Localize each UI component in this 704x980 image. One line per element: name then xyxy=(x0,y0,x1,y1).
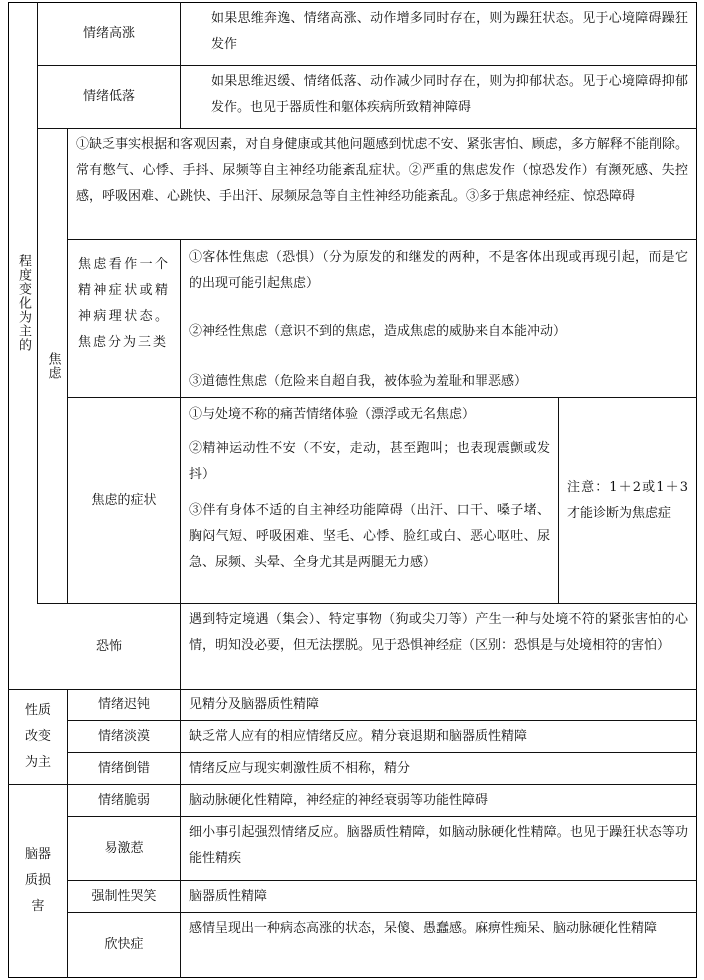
row-fear-desc: 遇到特定境遇（集会）、特定事物（狗或尖刀等）产生一种与处境不符的紧张害怕的心情，明知没必要，但无法摆脱。见于恐惧神经症（区别：恐惧是与处境相符的害怕） xyxy=(189,612,688,653)
row-depression-term: 情绪低落 xyxy=(82,89,135,104)
row-blunted-desc: 见精分及脑器质性精障 xyxy=(189,697,320,712)
row-irritable-desc: 细小事引起强烈情绪反应。脑器质性精障，如脑动脉硬化性精障。也见于躁狂状态等功能性精疾 xyxy=(189,825,688,866)
anxiety-symptom-3: ③伴有身体不适的自主神经功能障碍（出汗、口干、嗓子堵、胸闷气短、呼吸困难、坚毛、心悸、脸红或白、恶心呕吐、尿急、尿频、头晕、全身尤其是两腿无力感） xyxy=(189,503,550,570)
section-degree-label: 程度变化为主的 xyxy=(16,254,31,352)
row-inverted-desc: 情绪反应与现实刺激性质不相称，精分 xyxy=(189,760,411,776)
row-elation-desc: 如果思维奔逸、情绪高涨、动作增多同时存在，则为躁狂状态。见于心境障碍躁狂发作 xyxy=(211,11,688,52)
anxiety-types-label: 焦虑看作一个精神症状或精神病理状态。焦虑分为三类 xyxy=(78,257,170,350)
row-irritable-term: 易激惹 xyxy=(104,840,144,856)
row-fear-term: 恐怖 xyxy=(95,638,122,654)
anxiety-type-2: ②神经性焦虑（意识不到的焦虑，造成焦虑的威胁来自本能冲动） xyxy=(189,324,567,339)
anxiety-symptoms-label: 焦虑的症状 xyxy=(91,492,157,508)
anxiety-symptom-1: ①与处境不称的痛苦情绪体验（漂浮或无名焦虑） xyxy=(189,407,476,422)
row-fragile-term: 情绪脆弱 xyxy=(97,792,150,808)
row-euphoria-desc: 感情呈现出一种病态高涨的状态，呆傻、愚蠢感。麻痹性痴呆、脑动脉硬化性精障 xyxy=(189,921,658,936)
section-nature-label: 性质改变为主 xyxy=(24,703,51,770)
row-apathy-desc: 缺乏常人应有的相应情绪反应。精分衰退期和脑器质性精障 xyxy=(189,728,528,744)
row-elation-term: 情绪高涨 xyxy=(82,26,135,41)
row-forced-term: 强制性哭笑 xyxy=(91,888,157,904)
section-brain-label: 脑器质损害 xyxy=(24,847,51,914)
anxiety-type-3: ③道德性焦虑（危险来自超自我，被体验为羞耻和罪恶感） xyxy=(189,374,528,389)
row-forced-desc: 脑器质性精障 xyxy=(189,888,268,904)
row-fragile-desc: 脑动脉硬化性精障，神经症的神经衰弱等功能性障碍 xyxy=(189,792,489,808)
anxiety-type-1: ①客体性焦虑（恐惧）（分为原发的和继发的两种，不是客体出现或再现引起，而是它的出现可能引起焦虑） xyxy=(189,250,688,291)
row-euphoria-term: 欣快症 xyxy=(104,937,144,952)
anxiety-label: 焦虑 xyxy=(45,352,61,380)
anxiety-note: 注意：1＋2或1＋3才能诊断为焦虑症 xyxy=(567,479,688,521)
row-apathy-term: 情绪淡漠 xyxy=(97,728,150,744)
anxiety-symptom-2: ②精神运动性不安（不安，走动，甚至跑叫；也表现震颤或发抖） xyxy=(189,441,550,482)
anxiety-overview: ①缺乏事实根据和客观因素，对自身健康或其他问题感到忧虑不安、紧张害怕、顾虑，多方解释不能削除。常有憋气、心悸、手抖、尿频等自主神经功能紊乱症状。②严重的焦虑发作（惊恐发作）有濒死感、失控感，呼吸困难、心跳快、手出汗、尿频尿急等自主性神经功能紊乱。③多于焦虑神经症、惊恐障碍 xyxy=(76,137,688,204)
row-depression-desc: 如果思维迟缓、情绪低落、动作减少同时存在，则为抑郁状态。见于心境障碍抑郁发作。也见于器质性和躯体疾病所致精神障碍 xyxy=(211,74,688,115)
row-blunted-term: 情绪迟钝 xyxy=(97,697,150,712)
row-inverted-term: 情绪倒错 xyxy=(97,760,150,776)
